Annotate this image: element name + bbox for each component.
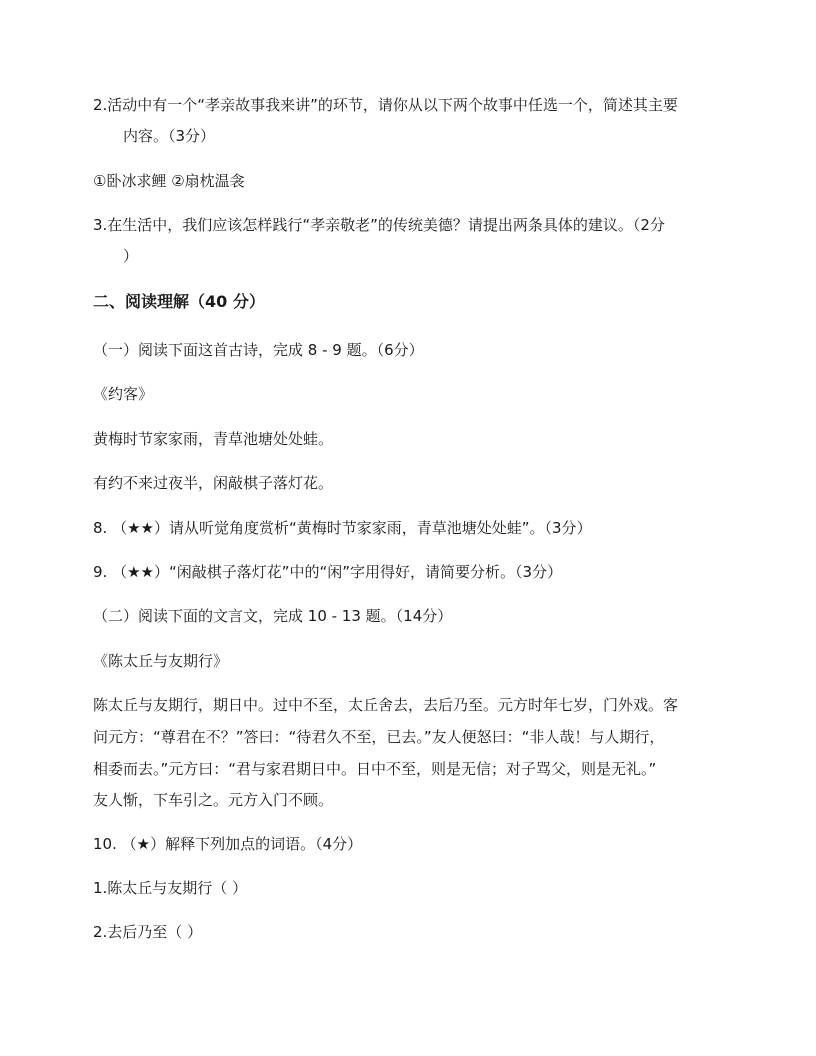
question-3-line-2: ） xyxy=(123,247,139,265)
question-3-line-1: 3.在生活中，我们应该怎样践行“孝亲敬老”的传统美德？请提出两条具体的建议。（2分 xyxy=(93,216,665,234)
question-8: 8. （★★）请从听觉角度赏析“黄梅时节家家雨，青草池塘处处蛙”。（3分） xyxy=(93,519,592,537)
question-10-item-1: 1.陈太丘与友期行（ ） xyxy=(93,879,248,897)
poem-line-1: 黄梅时节家家雨，青草池塘处处蛙。 xyxy=(93,430,334,448)
poem-line-2: 有约不来过夜半，闲敲棋子落灯花。 xyxy=(93,474,334,492)
question-2-options: ①卧冰求鲤 ②扇枕温衾 xyxy=(93,172,245,190)
question-10: 10. （★）解释下列加点的词语。（4分） xyxy=(93,835,363,853)
poem-title: 《约客》 xyxy=(93,385,154,403)
passage-line-3: 相委而去。”元方曰：“君与家君期日中。日中不至，则是无信；对子骂父，则是无礼。” xyxy=(93,760,657,778)
passage-line-4: 友人惭，下车引之。元方入门不顾。 xyxy=(93,791,334,809)
part-2-intro: （二）阅读下面的文言文，完成 10 - 13 题。（14分） xyxy=(93,607,453,625)
passage-title: 《陈太丘与友期行》 xyxy=(93,652,229,670)
section-heading: 二、阅读理解（40 分） xyxy=(93,292,265,311)
passage-line-2: 问元方：“尊君在不？”答曰：“待君久不至，已去。”友人便怒曰：“非人哉！与人期行， xyxy=(93,728,665,746)
question-2-line-1: 2.活动中有一个“孝亲故事我来讲”的环节，请你从以下两个故事中任选一个，简述其主要 xyxy=(93,96,678,114)
passage-line-1: 陈太丘与友期行，期日中。过中不至，太丘舍去，去后乃至。元方时年七岁，门外戏。客 xyxy=(93,696,679,714)
question-2-line-2: 内容。（3分） xyxy=(123,127,216,145)
question-9: 9. （★★）“闲敲棋子落灯花”中的“闲”字用得好，请简要分析。（3分） xyxy=(93,563,563,581)
part-1-intro: （一）阅读下面这首古诗，完成 8 - 9 题。（6分） xyxy=(93,341,424,359)
question-10-item-2: 2.去后乃至（ ） xyxy=(93,923,203,941)
